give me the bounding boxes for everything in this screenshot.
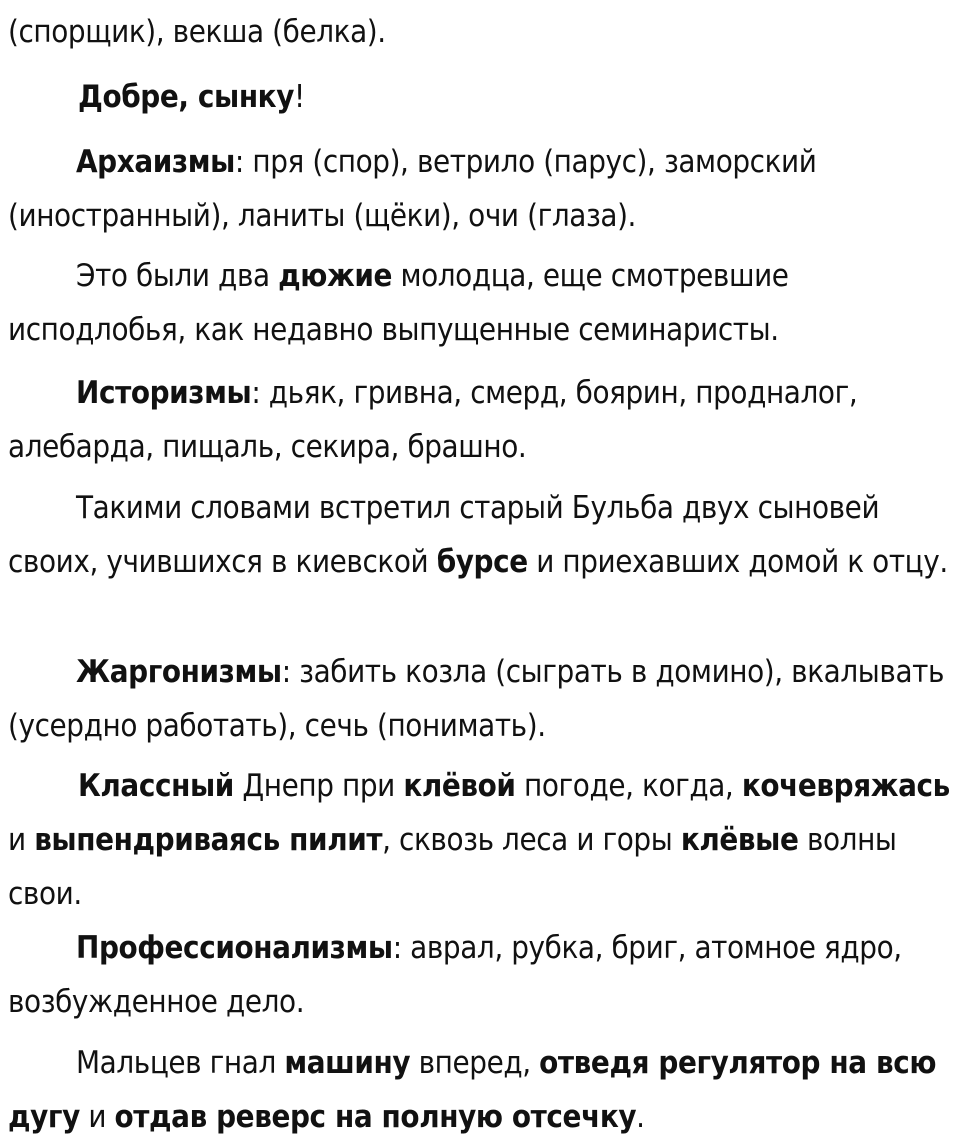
paragraph-historisms [8, 366, 953, 474]
text-segment: Мальцев гнал [76, 1045, 285, 1081]
paragraph-spoilers-continuation [8, 5, 953, 59]
heading-archaisms: Архаизмы [76, 144, 235, 180]
text-segment: (спорщик), векша (белка). [8, 14, 386, 50]
bold-term: клёвой [403, 768, 516, 804]
bold-term: дюжие [278, 258, 392, 294]
bold-term: бурсе [436, 544, 528, 580]
heading-jargonisms: Жаргонизмы [76, 654, 282, 690]
text-segment: погоде, когда, [515, 768, 742, 804]
paragraph-example-dyuzhie [8, 249, 953, 357]
text-segment: и [79, 1099, 115, 1135]
text-segment: Днепр при [233, 768, 404, 804]
text-segment: : пря (спор), ветрило (парус), заморский (иностранный), ланиты (щёки), очи (глаза). [8, 144, 817, 234]
text-segment: , сквозь леса и горы [382, 822, 681, 858]
text-segment: и [8, 822, 35, 858]
text-segment: и приехавших домой к отцу. [527, 544, 948, 580]
paragraph-example-dobre [8, 70, 953, 124]
bold-term: Классный [78, 768, 234, 804]
bold-term: кочевряжась [741, 768, 950, 804]
text-segment: Это были два [76, 258, 279, 294]
bold-term: клёвые [680, 822, 799, 858]
text-segment: волны свои. [8, 822, 897, 912]
text-segment: . [636, 1099, 645, 1135]
paragraph-professionalisms [8, 921, 953, 1029]
text-segment: : аврал, рубка, бриг, атомное ядро, возбужденное дело. [8, 930, 902, 1020]
paragraph-jargonisms [8, 645, 953, 753]
bold-term: выпендриваясь пилит [34, 822, 383, 858]
text-segment: : забить козла (сыграть в домино), вкалывать (усердно работать), сечь (понимать). [8, 654, 945, 744]
bold-term: отведя регулятор на всю дугу [8, 1045, 937, 1135]
paragraph-example-dnepr [8, 759, 953, 921]
paragraph-example-maltsev [8, 1036, 953, 1144]
text-segment: ! [294, 79, 305, 115]
text-segment: вперед, [410, 1045, 540, 1081]
heading-professionalisms: Профессионализмы [76, 930, 393, 966]
text-segment: молодца, еще смотревшие исподлобья, как недавно выпущенные семинаристы. [8, 258, 789, 348]
bold-term: машину [284, 1045, 411, 1081]
paragraph-example-bursa [8, 481, 953, 589]
paragraph-archaisms [8, 135, 953, 243]
text-segment: Такими словами встретил старый Бульба двух сыновей своих, учившихся в киевской [8, 490, 880, 580]
bold-term: отдав реверс на полную отсечку [114, 1099, 637, 1135]
bold-term: Добре, сынку [78, 79, 294, 115]
text-segment: : дьяк, гривна, смерд, боярин, продналог, алебарда, пищаль, секира, брашно. [8, 375, 858, 465]
heading-historisms: Историзмы [76, 375, 252, 411]
